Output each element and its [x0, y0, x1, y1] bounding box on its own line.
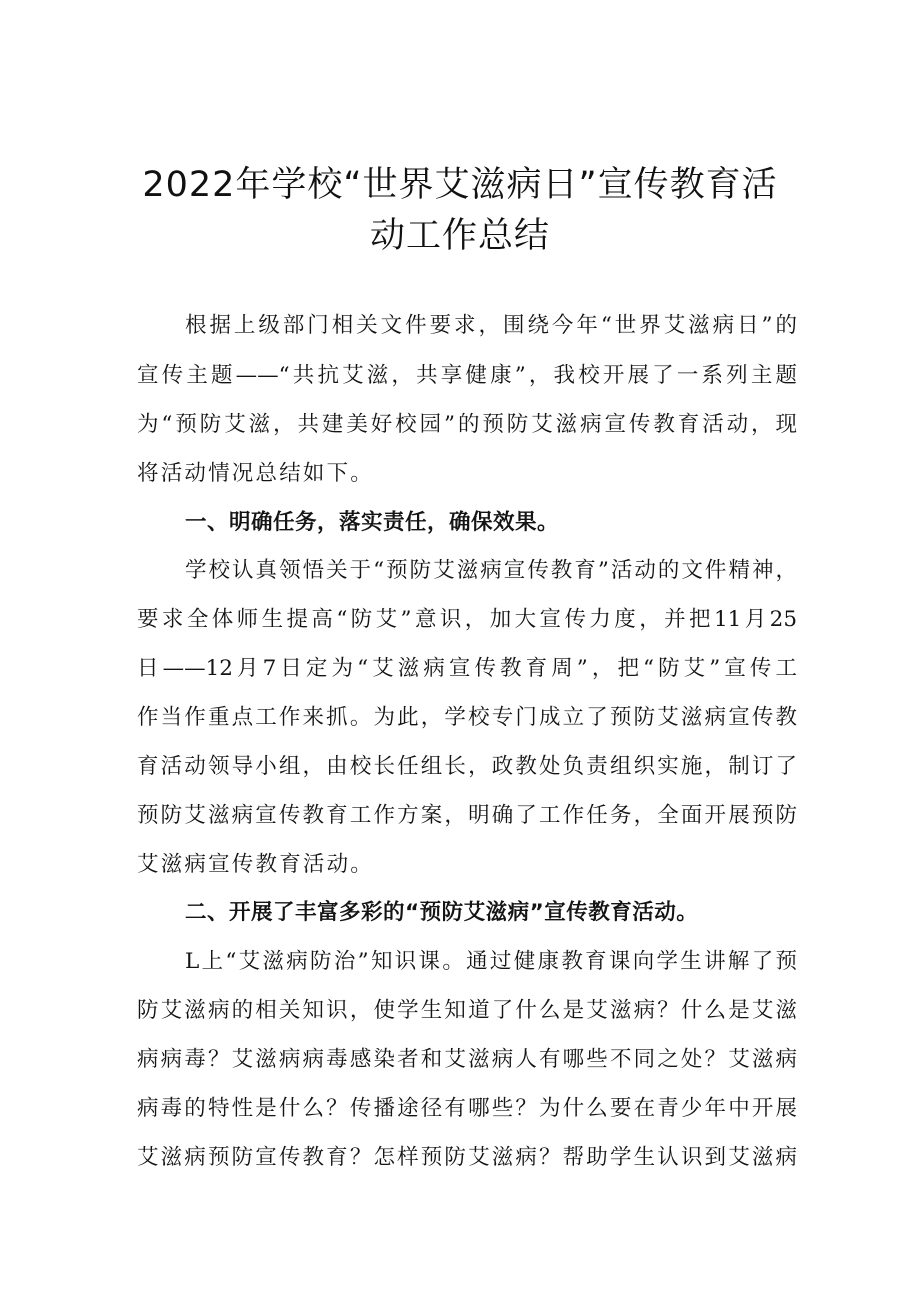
paragraph-line: 为“预防艾滋，共建美好校园”的预防艾滋病宣传教育活动，现	[137, 412, 797, 437]
paragraph-line: 根据上级部门相关文件要求，围绕今年“世界艾滋病日”的	[185, 313, 797, 338]
paragraph-line: L上“艾滋病防治”知识课。通过健康教育课向学生讲解了预	[185, 949, 797, 974]
section-heading-1: 一、明确任务，落实责任，确保效果。	[185, 510, 560, 535]
paragraph-line: 学校认真领悟关于“预防艾滋病宣传教育”活动的文件精神，	[185, 558, 797, 583]
paragraph-line: 作当作重点工作来抓。为此，学校专门成立了预防艾滋病宣传教	[137, 705, 797, 730]
paragraph-line: 病病毒？艾滋病病毒感染者和艾滋病人有哪些不同之处？艾滋病	[137, 1047, 797, 1072]
paragraph-line: 防艾滋病的相关知识，使学生知道了什么是艾滋病？什么是艾滋	[137, 998, 797, 1023]
paragraph-line: 日——12月7日定为“艾滋病宣传教育周”，把“防艾”宣传工	[137, 656, 797, 681]
paragraph-line: 将活动情况总结如下。	[137, 461, 375, 486]
paragraph-line: 育活动领导小组，由校长任组长，政教处负责组织实施，制订了	[137, 754, 797, 779]
document-title-line-1: 2022年学校“世界艾滋病日”宣传教育活	[142, 165, 778, 205]
paragraph-line: 宣传主题——“共抗艾滋，共享健康”，我校开展了一系列主题	[137, 363, 797, 388]
paragraph-line: 病毒的特性是什么？传播途径有哪些？为什么要在青少年中开展	[137, 1096, 797, 1121]
paragraph-line: 预防艾滋病宣传教育工作方案，明确了工作任务，全面开展预防	[137, 803, 797, 828]
paragraph-line: 要求全体师生提高“防艾”意识，加大宣传力度，并把11月25	[137, 607, 797, 632]
section-heading-2: 二、开展了丰富多彩的“预防艾滋病”宣传教育活动。	[185, 900, 699, 925]
paragraph-line: 艾滋病宣传教育活动。	[137, 852, 375, 877]
document-title-line-2: 动工作总结	[369, 216, 550, 256]
paragraph-line: 艾滋病预防宣传教育？怎样预防艾滋病？帮助学生认识到艾滋病	[137, 1145, 797, 1170]
